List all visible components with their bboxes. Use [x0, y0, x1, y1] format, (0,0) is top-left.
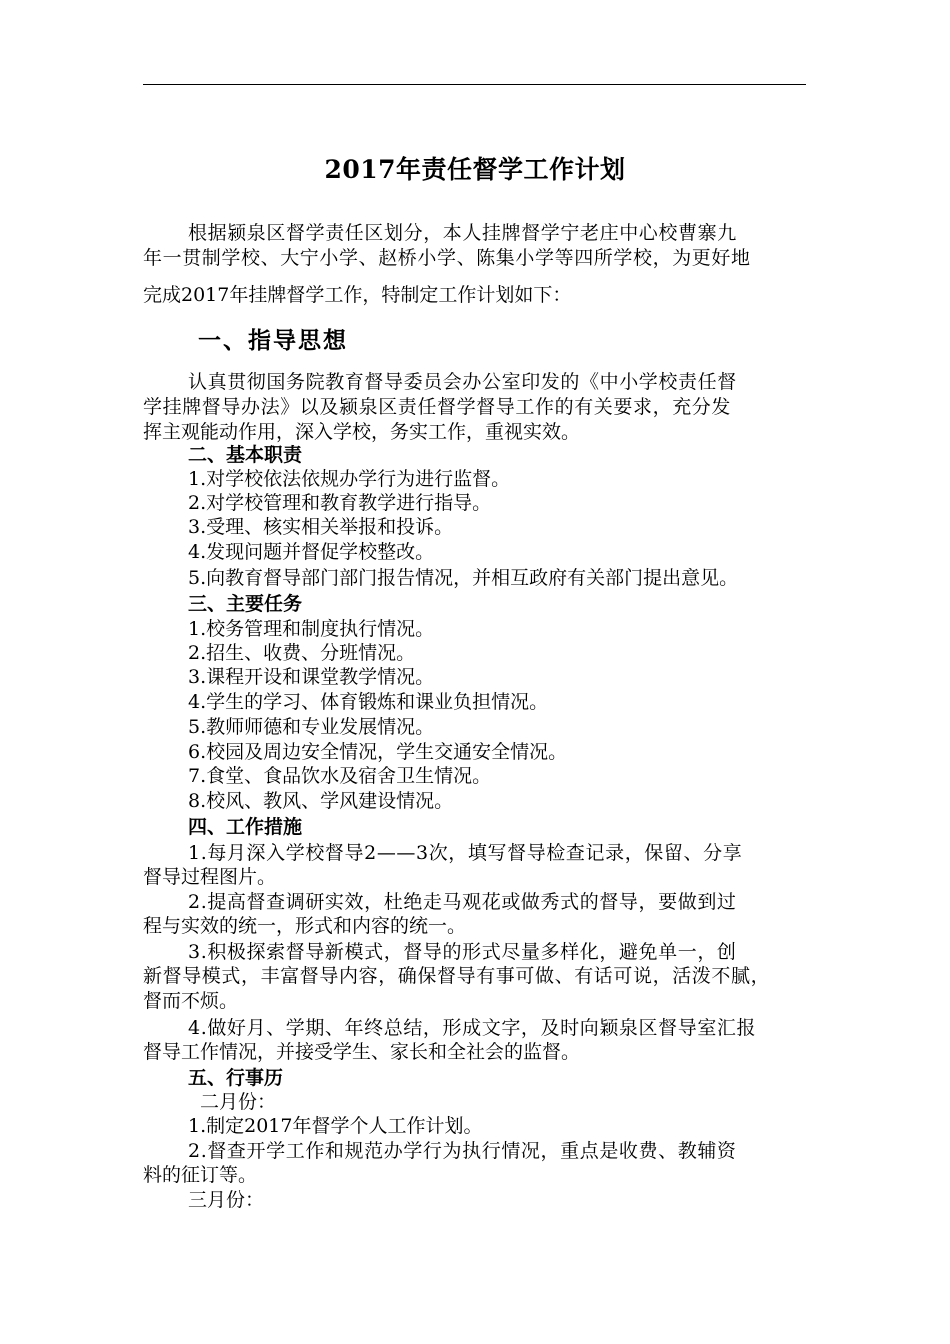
- section2-item: 1.对学校依法依规办学行为进行监督。: [188, 468, 511, 490]
- section3-item: 4.学生的学习、体育锻炼和课业负担情况。: [188, 691, 549, 713]
- section4-line: 4.做好月、学期、年终总结，形成文字，及时向颖泉区督导室汇报: [188, 1017, 757, 1039]
- section4-line: 新督导模式，丰富督导内容，确保督导有事可做、有话可说，活泼不腻，: [143, 965, 771, 987]
- section4-line: 3.积极探索督导新模式，督导的形式尽量多样化，避免单一，创: [188, 941, 737, 963]
- section3-item: 1.校务管理和制度执行情况。: [188, 618, 435, 640]
- section2-item: 3.受理、核实相关举报和投诉。: [188, 516, 454, 538]
- section2-item: 2.对学校管理和教育教学进行指导。: [188, 492, 492, 514]
- section4-line: 督导工作情况，并接受学生、家长和全社会的监督。: [143, 1041, 581, 1063]
- section5-line: 二月份：: [200, 1091, 277, 1113]
- header-rule: [143, 84, 806, 85]
- section4-heading: 四、工作措施: [188, 816, 303, 838]
- section3-item: 6.校园及周边安全情况，学生交通安全情况。: [188, 741, 568, 763]
- section1-heading: 一、指导思想: [198, 327, 348, 354]
- section4-line: 1.每月深入学校督导2——3次，填写督导检查记录，保留、分享: [188, 842, 743, 864]
- section3-item: 3.课程开设和课堂教学情况。: [188, 666, 435, 688]
- intro-line-2: 年一贯制学校、大宁小学、赵桥小学、陈集小学等四所学校，为更好地: [143, 247, 751, 269]
- section1-line-2: 学挂牌督导办法》以及颍泉区责任督学督导工作的有关要求，充分发: [143, 396, 732, 418]
- section5-line: 1.制定2017年督学个人工作计划。: [188, 1115, 483, 1137]
- section5-line: 料的征订等。: [143, 1164, 258, 1186]
- section2-heading: 二、基本职责: [188, 444, 303, 466]
- section3-item: 2.招生、收费、分班情况。: [188, 642, 416, 664]
- section5-heading: 五、行事历: [188, 1067, 284, 1089]
- section2-item: 5.向教育督导部门部门报告情况，并相互政府有关部门提出意见。: [188, 567, 739, 589]
- section4-line: 程与实效的统一，形式和内容的统一。: [143, 915, 467, 937]
- section5-line: 三月份：: [188, 1189, 265, 1211]
- section4-line: 督而不烦。: [143, 990, 239, 1012]
- intro-line-1: 根据颍泉区督学责任区划分，本人挂牌督学宁老庄中心校曹寨九: [188, 222, 737, 244]
- section1-line-3: 挥主观能动作用，深入学校，务实工作，重视实效。: [143, 421, 581, 443]
- section2-item: 4.发现问题并督促学校整改。: [188, 541, 435, 563]
- section3-item: 5.教师师德和专业发展情况。: [188, 716, 435, 738]
- section3-item: 8.校风、教风、学风建设情况。: [188, 790, 454, 812]
- section1-line-1: 认真贯彻国务院教育督导委员会办公室印发的《中小学校责任督: [188, 371, 737, 393]
- document-title: 2017年责任督学工作计划: [324, 155, 626, 184]
- section5-line: 2.督查开学工作和规范办学行为执行情况，重点是收费、教辅资: [188, 1140, 737, 1162]
- section4-line: 督导过程图片。: [143, 866, 277, 888]
- section3-item: 7.食堂、食品饮水及宿舍卫生情况。: [188, 765, 492, 787]
- intro-line-3: 完成2017年挂牌督学工作，特制定工作计划如下：: [143, 284, 572, 306]
- section4-line: 2.提高督查调研实效，杜绝走马观花或做秀式的督导，要做到过: [188, 891, 737, 913]
- section3-heading: 三、主要任务: [188, 593, 303, 615]
